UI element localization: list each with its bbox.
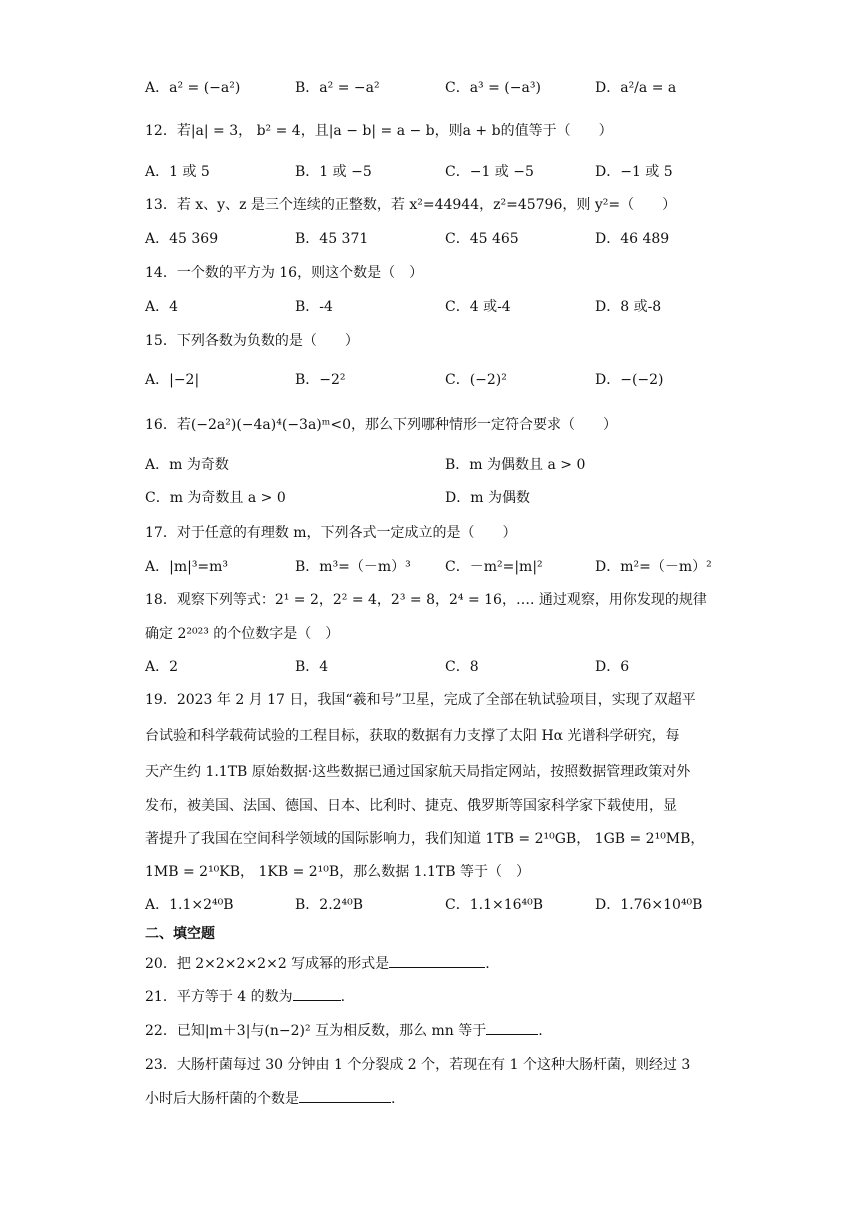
section-heading-fill-in: 二、填空题	[145, 926, 215, 942]
q23-line1: 23．大肠杆菌每过 30 分钟由 1 个分裂成 2 个，若现在有 1 个这种大肠杆菌，则经过 3	[145, 1057, 691, 1073]
q16-option-c: C．m 为奇数且 a > 0	[145, 490, 286, 506]
q18-option-b: B．4	[295, 659, 329, 675]
q12-option-c: C．−1 或 −5	[445, 164, 534, 180]
q23-period: .	[391, 1091, 396, 1107]
q12-option-b: B．1 或 −5	[295, 164, 372, 180]
q19-option-a: A．1.1×2⁴⁰B	[145, 897, 234, 913]
q13-stem: 13．若 x、y、z 是三个连续的正整数，若 x²=44944，z²=45796，则 y²=（ ）	[145, 197, 677, 213]
q22-text: 22．已知|m＋3|与(n−2)² 互为相反数，那么 mn 等于	[145, 1023, 487, 1039]
q14-options	[145, 297, 745, 319]
q13-option-c: C．45 465	[445, 231, 519, 247]
q20-text: 20．把 2×2×2×2×2 写成幂的形式是	[145, 956, 390, 972]
q15-options	[145, 370, 745, 392]
q20-answer-blank[interactable]	[389, 953, 485, 968]
q22-stem	[145, 1020, 543, 1041]
q11-option-b: B．a² = −a²	[295, 80, 380, 96]
q23-text: 小时后大肠杆菌的个数是	[145, 1091, 299, 1107]
q16-option-b: B．m 为偶数且 a > 0	[445, 457, 586, 473]
q15-option-c: C．(−2)²	[445, 372, 507, 388]
q13-option-a: A．45 369	[145, 231, 219, 247]
q14-option-d: D．8 或-8	[595, 299, 662, 315]
q18-option-a: A．2	[145, 659, 179, 675]
q13-option-b: B．45 371	[295, 231, 369, 247]
q22-period: .	[538, 1023, 543, 1039]
q21-stem	[145, 986, 345, 1007]
q20-period: .	[485, 956, 490, 972]
q13-options	[145, 229, 745, 251]
q19-options	[145, 895, 745, 917]
q23-stem-line2	[145, 1088, 395, 1109]
q19-option-d: D．1.76×10⁴⁰B	[595, 897, 703, 913]
q11-options	[145, 78, 745, 100]
q17-option-b: B．m³=（－m）³	[295, 559, 411, 575]
q16-options-row2	[145, 488, 745, 510]
q16-stem: 16．若(−2a²)(−4a)⁴(−3a)ᵐ<0，那么下列哪种情形一定符合要求（ ）	[145, 417, 617, 433]
q15-option-b: B．−2²	[295, 372, 346, 388]
q13-option-d: D．46 489	[595, 231, 670, 247]
q11-option-c: C．a³ = (−a³)	[445, 80, 541, 96]
q18-option-c: C．8	[445, 659, 479, 675]
q20-stem	[145, 953, 490, 974]
q17-option-a: A．|m|³=m³	[145, 559, 229, 575]
q16-options-row1	[145, 455, 745, 477]
q12-stem: 12．若|a| = 3， b² = 4，且|a − b| = a − b，则a + b的值等于（ ）	[145, 123, 613, 139]
q15-stem: 15．下列各数为负数的是（ ）	[145, 333, 359, 349]
q18-stem-line2: 确定 2²⁰²³ 的个位数字是（ ）	[145, 626, 340, 642]
q17-options	[145, 557, 745, 579]
q17-option-c: C．－m²=|m|²	[445, 559, 543, 575]
q19-line4: 发布，被美国、法国、德国、日本、比利时、捷克、俄罗斯等国家科学家下载使用，显	[145, 798, 677, 814]
q19-option-c: C．1.1×16⁴⁰B	[445, 897, 544, 913]
q14-option-c: C．4 或-4	[445, 299, 511, 315]
q14-option-b: B．-4	[295, 299, 333, 315]
q18-options	[145, 657, 745, 679]
q18-option-d: D．6	[595, 659, 630, 675]
q21-text: 21．平方等于 4 的数为	[145, 989, 293, 1005]
q17-stem: 17．对于任意的有理数 m，下列各式一定成立的是（ ）	[145, 525, 517, 541]
q16-option-a: A．m 为奇数	[145, 457, 229, 473]
q16-option-d: D．m 为偶数	[445, 490, 530, 506]
q15-option-a: A．|−2|	[145, 372, 200, 388]
q17-option-d: D．m²=（－m）²	[595, 559, 712, 575]
q19-line6: 1MB = 2¹⁰KB， 1KB = 2¹⁰B，那么数据 1.1TB 等于（ ）	[145, 864, 530, 880]
q11-option-d: D．a²/a = a	[595, 80, 677, 96]
q21-answer-blank[interactable]	[293, 986, 341, 1001]
q14-stem: 14．一个数的平方为 16，则这个数是（ ）	[145, 265, 424, 281]
q19-line5: 著提升了我国在空间科学领域的国际影响力，我们知道 1TB = 2¹⁰GB， 1GB = 2¹⁰MB，	[145, 831, 705, 847]
q11-option-a: A．a² = (−a²)	[145, 80, 241, 96]
q19-line2: 台试验和科学载荷试验的工程目标，获取的数据有力支撑了太阳 Hα 光谱科学研究，每	[145, 728, 680, 744]
q23-answer-blank[interactable]	[299, 1088, 391, 1103]
q19-option-b: B．2.2⁴⁰B	[295, 897, 364, 913]
q15-option-d: D．−(−2)	[595, 372, 664, 388]
q21-period: .	[340, 989, 346, 1005]
q18-stem-line1: 18．观察下列等式：2¹ = 2，2² = 4，2³ = 8，2⁴ = 16，…. 通过观察，用你发现的规律	[145, 592, 707, 608]
q12-options	[145, 162, 745, 184]
q22-answer-blank[interactable]	[486, 1020, 538, 1035]
q12-option-d: D．−1 或 5	[595, 164, 673, 180]
q19-line3: 天产生约 1.1TB 原始数据·这些数据已通过国家航天局指定网站，按照数据管理政策对外	[145, 764, 691, 780]
q12-option-a: A．1 或 5	[145, 164, 210, 180]
q14-option-a: A．4	[145, 299, 179, 315]
q19-line1: 19．2023 年 2 月 17 日，我国“羲和号”卫星，完成了全部在轨试验项目，实现了双超平	[145, 692, 696, 708]
